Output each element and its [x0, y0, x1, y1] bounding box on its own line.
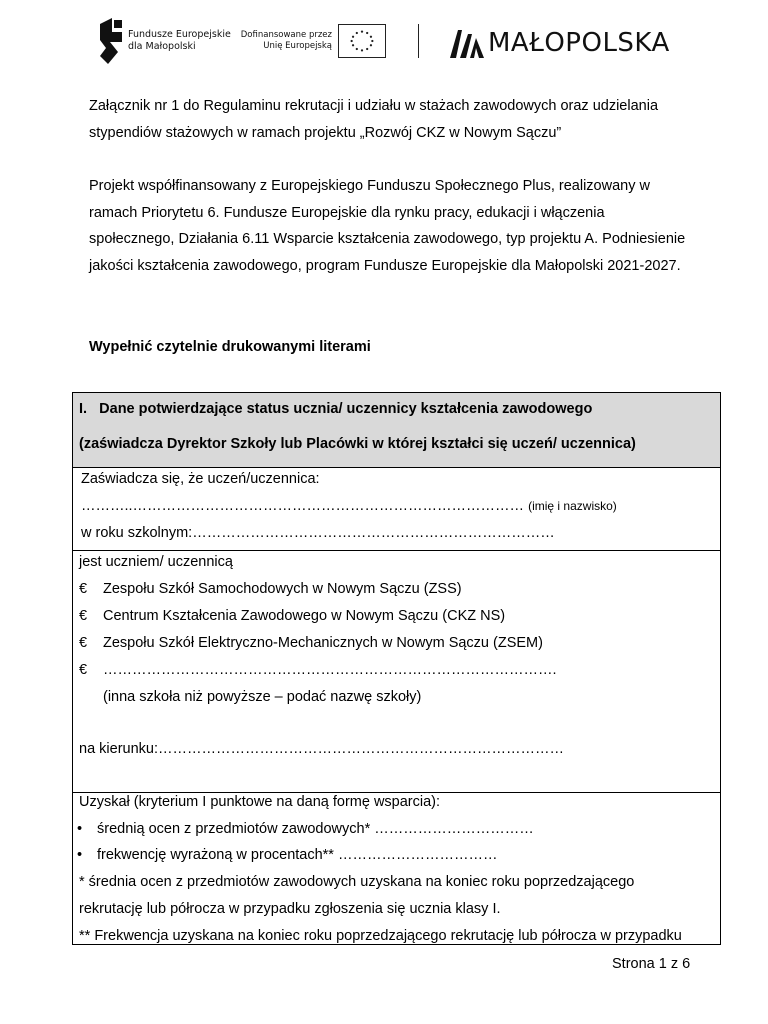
- eu-flag-icon: [338, 24, 386, 58]
- attendance-item[interactable]: • frekwencję wyrażoną w procentach** ……………………………: [77, 847, 498, 863]
- certify-text: Zaświadcza się, że uczeń/uczennica:: [81, 471, 320, 487]
- section-1-form: [72, 392, 721, 945]
- note-2-line-1: ** Frekwencja uzyskana na koniec roku poprzedzającego rekrutację lub półrocza w przypadku: [79, 928, 682, 944]
- project-paragraph: Projekt współfinansowany z Europejskiego Funduszu Społecznego Plus, realizowany w ramach Priorytetu 6. Fundusze Europejskie dla rynku pracy, edukacji i włączenia społecznego, Działania 6.11 Wsparcie kształcenia zawodowego, typ projektu A. Podniesienie jakości kształcenia zawodowego, program Fundusze Europejskie dla Małopolski 2021-2027.: [89, 178, 686, 274]
- note-1-line-2: rekrutację lub półrocza w przypadku zgłoszenia się ucznia klasy I.: [79, 901, 501, 917]
- other-school-hint: (inna szkoła niż powyższe – podać nazwę szkoły): [103, 689, 422, 705]
- note-1-line-1: * średnia ocen z przedmiotów zawodowych uzyskana na koniec roku poprzedzającego: [79, 874, 635, 890]
- field-of-study-field[interactable]: na kierunku:…………………………………………………………………………: [79, 741, 564, 757]
- name-hint: (imię i nazwisko): [528, 499, 617, 513]
- bullet-icon: •: [77, 847, 83, 863]
- school-option-zsem[interactable]: € Zespołu Szkół Elektryczno-Mechanicznych w Nowym Sączu (ZSEM): [79, 635, 543, 651]
- criteria-row: [73, 793, 720, 945]
- school-year-field[interactable]: w roku szkolnym:…………………………………………………………………: [81, 525, 555, 541]
- fe-logo-text: Fundusze Europejskie dla Małopolski: [128, 29, 231, 52]
- malopolska-mark-icon: [450, 30, 484, 58]
- bullet-icon: •: [77, 821, 83, 837]
- annex-paragraph: Załącznik nr 1 do Regulaminu rekrutacji i udziału w stażach zawodowych oraz udzielania stypendiów stażowych w ramach projektu „Rozwój CKZ w Nowym Sączu”: [89, 98, 659, 141]
- achieved-label: Uzyskał (kryterium I punktowe na daną formę wsparcia):: [79, 794, 441, 810]
- section-1-header: [73, 393, 720, 468]
- student-name-row: [73, 468, 720, 551]
- page-number: Strona 1 z 6: [612, 956, 691, 972]
- fundusze-europejskie-logo: [98, 18, 124, 64]
- section-1-subtitle: (zaświadcza Dyrektor Szkoły lub Placówki w której kształci się uczeń/ uczennica): [79, 436, 636, 452]
- checkbox-icon[interactable]: €: [79, 581, 88, 597]
- checkbox-icon[interactable]: €: [79, 662, 88, 678]
- student-name-field[interactable]: ………..……………………………………………………………………… (imię i nazwisko): [81, 498, 617, 514]
- logo-divider: [418, 24, 419, 58]
- checkbox-icon[interactable]: €: [79, 635, 88, 651]
- school-option-ckz[interactable]: € Centrum Kształcenia Zawodowego w Nowym Sączu (CKZ NS): [79, 608, 506, 624]
- school-option-zss[interactable]: € Zespołu Szkół Samochodowych w Nowym Sączu (ZSS): [79, 581, 462, 597]
- checkbox-icon[interactable]: €: [79, 608, 88, 624]
- header-logos: [98, 16, 698, 68]
- grade-average-item[interactable]: • średnią ocen z przedmiotów zawodowych* ……………………………: [77, 821, 534, 837]
- malopolska-wordmark: MAŁOPOLSKA: [488, 28, 670, 58]
- school-option-other[interactable]: € ………………………………………………………………………………….: [79, 662, 557, 678]
- is-student-label: jest uczniem/ uczennicą: [79, 554, 233, 570]
- eu-funding-text: Dofinansowane przez Unię Europejską: [240, 30, 332, 51]
- school-selection-row: [73, 551, 720, 793]
- fill-instruction: Wypełnić czytelnie drukowanymi literami: [89, 339, 371, 355]
- section-1-title: I. Dane potwierdzające status ucznia/ uczennicy kształcenia zawodowego: [79, 401, 593, 417]
